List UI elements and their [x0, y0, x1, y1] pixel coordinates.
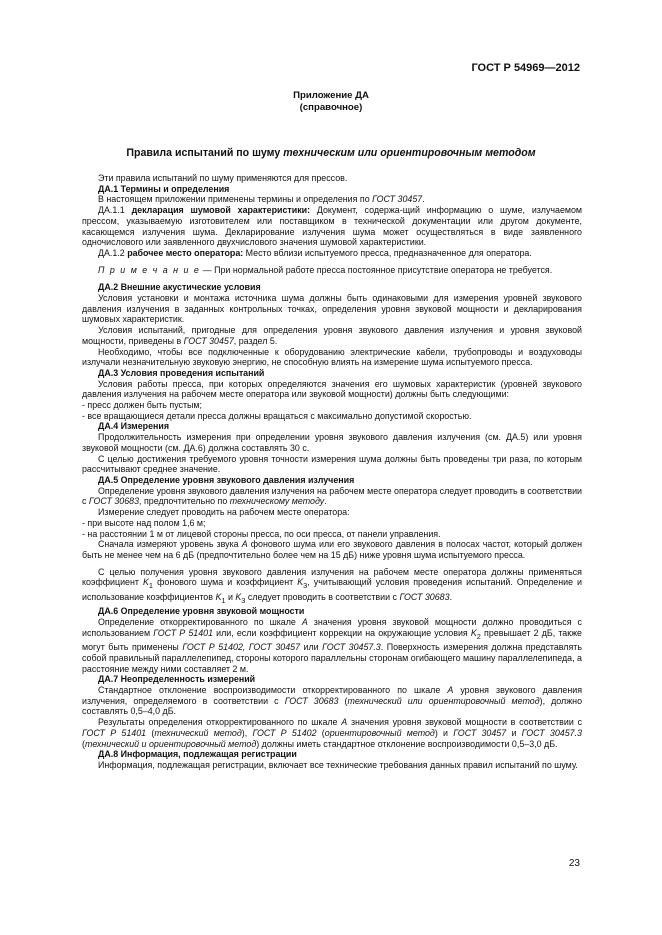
paragraph-da4-1: Продолжительность измерения при определении уровня звукового давления излучения (см. ДА.5) или уровня звуковой мощности (см. ДА.6) должна составлять 30 с.	[82, 432, 582, 453]
paragraph-da8: Информация, подлежащая регистрации, включает все технические требования данных правил испытаний по шуму.	[98, 759, 578, 770]
document-body	[82, 173, 582, 771]
appendix-heading	[0, 90, 662, 114]
appendix-title: Приложение ДА	[293, 90, 369, 101]
paragraph-da6: Определение откорректированного по шкале А значения уровня звуковой мощности должно проводиться с использованием ГОСТ Р 51401 или, если коэффициент коррекции на окружающие условия $K_2$ превышает 2 дБ, также могут быть применены ГОСТ Р 51402, ГОСТ 30457 или ГОСТ 30457.3. Поверхность измерения должна представлять собой правильный параллелепипед, стороны которого параллельны сторонам огибающего машину параллелепипеда, а расстояние между ними составляет 2 м.	[82, 616, 582, 674]
intro-paragraph: Эти правила испытаний по шуму применяются для прессов.	[98, 173, 348, 183]
page-number: 23	[568, 858, 580, 869]
paragraph-da2-1: Условия установки и монтажа источника шума должны быть одинаковыми для измерения уровней звукового давления излучения в заданных контрольных точках, определения уровня звуковой мощности и декларирования шумовых характеристик.	[82, 293, 582, 325]
paragraph-da5-4: С целью получения уровня звукового давления излучения на рабочем месте оператора должны применяться коэффициент $K_1$ фонового шума и коэффициент $K_3$, учитывающий условия проведения испытаний. Определение и использование коэффициентов $K_1$ и $K_3$ следует проводить в соответствии с ГОСТ 30683.	[82, 566, 582, 605]
list-item: - пресс должен быть пустым;	[82, 400, 202, 411]
appendix-subtitle: (справочное)	[299, 102, 363, 113]
section-heading-da1: ДА.1 Термины и определения	[98, 183, 230, 194]
list-item: - на расстоянии 1 м от лицевой стороны пресса, по оси пресса, от панели управления.	[82, 528, 441, 539]
rules-title-italic: техническим или ориентировочным методом	[283, 147, 536, 159]
paragraph-da1-1: ДА.1.1 декларация шумовой характеристики: Документ, содержа-щий информацию о шуме, излучаемом прессом, указываемую изготовителем или поставщиком в технической документации или другом документе, касающемся излучения шума. Декларирование излучения шума может осуществляться в виде заявленного одночислового или заявленного двухчислового значения шумовой характеристики.	[82, 205, 583, 248]
paragraph-da5-1: Определение уровня звукового давления излучения на рабочем месте оператора следует проводить в соответствии с ГОСТ 30683, предпочтительно по техническому методу.	[82, 485, 582, 507]
paragraph-da7-2: Результаты определения откорректированного по шкале А значения уровня звуковой мощности в соответствии с ГОСТ Р 51401 (технический метод), ГОСТ Р 51402 (ориентировочный метод) и ГОСТ 30457 и ГОСТ 30457.3 (технический и ориентировочный метод) должны иметь стандартное отклонение воспроизводимости 0,5–3,0 дБ.	[82, 717, 583, 749]
paragraph-da7-1: Стандартное отклонение воспроизводимости откорректированного по шкале А уровня звукового давления излучения, определяемого в соответствии с ГОСТ 30683 (технический или ориентировочный метод), должно составлять 0,5–4,0 дБ.	[82, 684, 582, 717]
paragraph-da1-2: ДА.1.2 рабочее место оператора: Место вблизи испытуемого пресса, предназначенное для оператора.	[98, 247, 532, 258]
paragraph-da4-2: С целью достижения требуемого уровня точности измерения шума должны быть проведены три раза, по которым рассчитывают среднее значение.	[82, 453, 582, 475]
list-item: - все вращающиеся детали пресса должны вращаться с максимально допустимой скоростью.	[82, 410, 472, 421]
paragraph-da3: Условия работы пресса, при которых определяются значения его шумовых характеристик (уровней звукового давления излучения на рабочем месте оператора или звуковой мощности) должны быть следующими:	[82, 378, 582, 400]
section-heading-da8: ДА.8 Информация, подлежащая регистрации	[98, 749, 297, 760]
note-paragraph: П р и м е ч а н и е — При нормальной работе пресса постоянное присутствие оператора не требуется.	[98, 264, 553, 275]
section-heading-da6: ДА.6 Определение уровня звуковой мощности	[98, 606, 305, 617]
section-heading-da2: ДА.2 Внешние акустические условия	[98, 282, 261, 293]
rules-title-plain: Правила испытаний по шуму	[126, 147, 284, 159]
paragraph-da2-3: Необходимо, чтобы все подключенные к оборудованию электрические кабели, трубопроводы и воздуховоды излучали незначительную звуковую энергию, не способную влиять на измерение шума испытуемого пресса.	[82, 346, 582, 368]
section-heading-da5: ДА.5 Определение уровня звукового давления излучения	[98, 474, 355, 485]
paragraph-da5-3: Сначала измеряют уровень звука А фонового шума или его звукового давления в полосах частот, который должен быть не менее чем на 6 дБ (предпочтительно более чем на 15 дБ) ниже уровня шума испытуемого пресса.	[82, 539, 582, 560]
list-item: - при высоте над полом 1,6 м;	[82, 517, 206, 528]
rules-title	[0, 147, 662, 159]
document-code: ГОСТ Р 54969—2012	[471, 62, 580, 74]
paragraph-da2-2: Условия испытаний, пригодные для определения уровня звукового давления излучения и уровня звуковой мощности, приведены в ГОСТ 30457, раздел 5.	[82, 325, 582, 346]
paragraph-da1: В настоящем приложении применены термины и определения по ГОСТ 30457.	[98, 194, 425, 205]
paragraph-da5-2: Измерение следует проводить на рабочем месте оператора:	[98, 507, 350, 518]
section-heading-da3: ДА.3 Условия проведения испытаний	[98, 367, 265, 378]
section-heading-da4: ДА.4 Измерения	[98, 421, 170, 432]
section-heading-da7: ДА.7 Неопределенность измерений	[98, 674, 256, 685]
